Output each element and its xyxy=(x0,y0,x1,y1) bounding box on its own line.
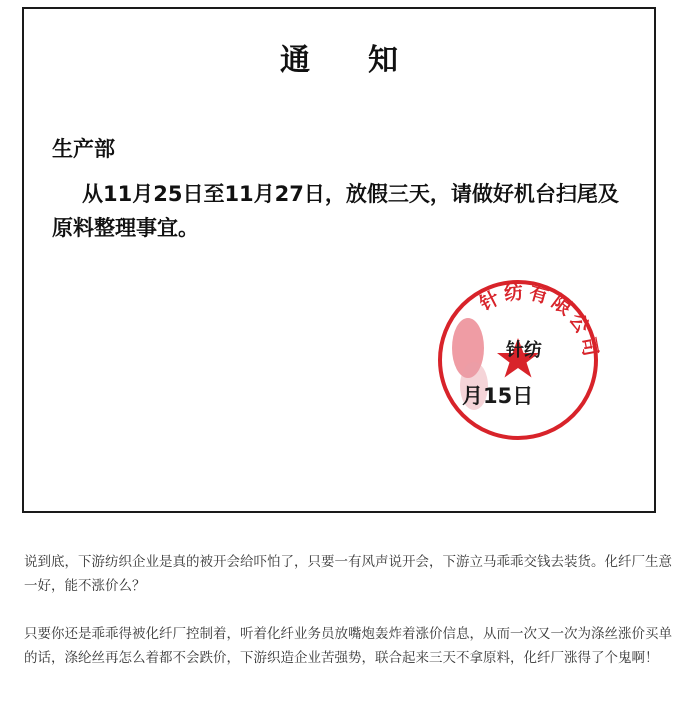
article-paragraph-1: 说到底，下游纺织企业是真的被开会给吓怕了，只要一有风声说开会，下游立马乖乖交钱去装货。化纤厂生意一好，能不涨价么？ xyxy=(24,554,672,594)
notice-title-char-2: 知 xyxy=(368,43,398,78)
notice-body-line-2: 原料整理事宜。 xyxy=(52,216,199,240)
notice-title xyxy=(24,35,654,79)
notice-body xyxy=(52,177,642,245)
seal-company-text: 针纺有限公司 xyxy=(476,281,602,362)
article-paragraph-2: 只要你还是乖乖得被化纤厂控制着，听着化纤业务员放嘴炮轰炸着涨价信息，从而一次又一次为涤丝涨价买单的话，涤纶丝再怎么着都不会跌价，下游织造企业苦强势，联合起来三天不拿原料，化纤厂涨得了个鬼啊！ xyxy=(24,626,672,666)
seal-name-text: 针纺 xyxy=(506,340,542,361)
notice-document xyxy=(22,7,656,513)
article-text xyxy=(24,550,676,694)
notice-body-line-1: 从11月25日至11月27日，放假三天，请做好机台扫尾及 xyxy=(82,182,619,206)
notice-title-char-1: 通 xyxy=(280,43,310,78)
notice-department: 生产部 xyxy=(52,137,115,161)
notice-date: 月15日 xyxy=(462,384,534,408)
